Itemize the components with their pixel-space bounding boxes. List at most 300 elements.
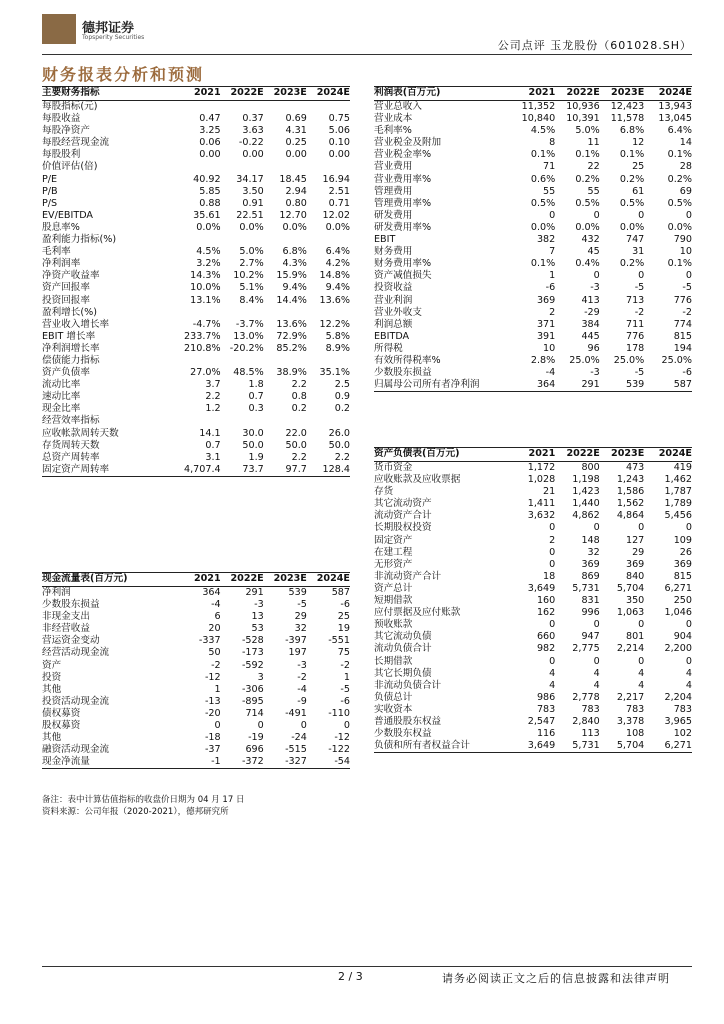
cell-value	[159, 355, 221, 367]
table-row	[42, 379, 350, 391]
table-row	[374, 379, 692, 392]
cell-value: 4	[549, 667, 556, 679]
table-row	[42, 355, 350, 367]
cell-value: 0.0%	[530, 221, 556, 233]
cell-value: 1,046	[664, 607, 692, 619]
cell-value: 947	[581, 631, 600, 643]
cell-value: 0	[549, 522, 556, 534]
cell-value: 432	[581, 234, 600, 246]
cell-value: 22	[587, 161, 600, 173]
cell-value: 1,586	[616, 486, 645, 498]
year-header: 2021	[508, 448, 556, 462]
cell-value: -3.7%	[235, 318, 264, 330]
row-label: EBITDA	[374, 330, 410, 342]
table-row	[374, 295, 692, 307]
row-label: EV/EBITDA	[42, 209, 93, 221]
cell-value: -592	[241, 659, 264, 671]
cell-value: -327	[264, 756, 307, 769]
cell-value: 194	[673, 342, 692, 354]
cell-value: -895	[241, 695, 264, 707]
cell-value: 0.06	[199, 137, 221, 149]
cell-value	[221, 101, 264, 114]
cell-value: 3,378	[616, 715, 645, 727]
cell-value: 0	[549, 619, 556, 631]
main-financial-indicators-table	[42, 86, 350, 477]
cell-value: 13,943	[658, 101, 692, 112]
cell-value: -29	[584, 306, 600, 318]
year-header: 2023E	[264, 87, 307, 101]
cell-value	[159, 161, 221, 173]
cell-value: 0.0%	[667, 221, 692, 233]
table-row	[374, 125, 692, 137]
cell-value: 0.2%	[667, 173, 692, 185]
cell-value: 0	[638, 655, 645, 667]
row-label: 其他	[42, 683, 62, 695]
row-label: 流动比率	[42, 379, 81, 391]
row-label: 应收账款及应收票据	[374, 474, 461, 486]
cell-value: 0	[549, 209, 556, 221]
cell-value: 0	[638, 522, 645, 534]
cell-value: 32	[294, 623, 307, 635]
cell-value	[159, 234, 221, 246]
cell-value: 747	[625, 234, 645, 246]
table-row	[42, 623, 350, 635]
cell-value: 0	[343, 720, 350, 732]
cell-value: 0	[300, 720, 307, 732]
cell-value: 2,547	[527, 715, 556, 727]
row-label: 存货	[374, 486, 394, 498]
table-row	[374, 595, 692, 607]
table-row	[42, 684, 350, 696]
row-label: 其他	[42, 732, 62, 744]
table-row	[374, 728, 692, 740]
cell-value: 0	[214, 720, 221, 732]
cell-value: 31	[632, 246, 645, 258]
cell-value: 0	[593, 619, 600, 631]
table-title: 资产负债表(百万元)	[374, 448, 508, 462]
cell-value: 4	[685, 679, 692, 691]
table-row	[374, 510, 692, 522]
cell-value: 0	[638, 270, 645, 282]
table-row	[42, 440, 350, 452]
cell-value: 776	[625, 330, 645, 342]
cell-value: 1	[214, 683, 221, 695]
cell-value: 0.00	[199, 149, 221, 161]
cell-value: 14.3%	[190, 270, 221, 282]
table-row	[374, 355, 692, 367]
row-label: 资产总计	[374, 582, 413, 594]
cell-value: 5,731	[555, 740, 600, 753]
row-label: 所得税	[374, 342, 403, 354]
cell-value: 5.0%	[575, 125, 600, 137]
cell-value: 14.4%	[276, 294, 307, 306]
brand-name-cn: 德邦证券	[82, 21, 135, 36]
cell-value: -4	[297, 683, 307, 695]
cell-value: 45	[587, 246, 600, 258]
row-label: 投资回报率	[42, 294, 90, 306]
cell-value: -20	[204, 707, 221, 719]
cell-value: 4	[638, 667, 645, 679]
row-label: 营业税金率%	[374, 149, 432, 161]
cell-value: 2.2	[291, 379, 307, 391]
cell-value: 2.2	[205, 391, 221, 403]
cell-value: 160	[536, 595, 556, 607]
cell-value: 0	[638, 209, 645, 221]
cell-value: 2,778	[572, 691, 600, 703]
table-row	[374, 571, 692, 583]
row-label: 经营活动现金流	[42, 647, 110, 659]
row-label: 偿债能力指标	[42, 354, 100, 366]
cell-value: -5	[634, 367, 645, 379]
cell-value: 0.7	[205, 439, 221, 451]
row-label: 总资产周转率	[42, 451, 100, 463]
row-label: 营业利润	[374, 294, 413, 306]
row-label: 每股净资产	[42, 125, 90, 137]
cell-value: 815	[673, 570, 692, 582]
cell-value: 71	[543, 161, 556, 173]
income-statement-table	[374, 86, 692, 392]
row-label: 资产负债率	[42, 367, 90, 379]
cell-value: 2.8%	[530, 354, 556, 366]
cell-value: 0.88	[199, 197, 221, 209]
cell-value: 127	[625, 534, 645, 546]
cell-value: 6.8%	[282, 246, 307, 258]
row-label: 营业费用率%	[374, 173, 432, 185]
row-label: 投资收益	[374, 282, 413, 294]
cell-value: -2	[634, 306, 645, 318]
cell-value: 10	[543, 342, 556, 354]
cell-value: 11,352	[521, 101, 556, 112]
cell-value: 18.45	[279, 173, 307, 185]
header-row	[374, 87, 692, 101]
table-row	[42, 391, 350, 403]
cell-value: 0.8	[291, 391, 307, 403]
row-label: 毛利率	[42, 246, 71, 258]
cell-value: 783	[625, 703, 645, 715]
cell-value: 3,632	[527, 510, 556, 522]
cell-value: 2,200	[664, 643, 692, 655]
cell-value: 1,028	[527, 474, 556, 486]
cell-value: 9.4%	[282, 282, 307, 294]
cell-value: 0.2%	[619, 258, 645, 270]
cell-value: 25	[632, 161, 645, 173]
row-label: 流动资产合计	[374, 510, 432, 522]
cell-value: -4	[211, 599, 221, 611]
cell-value: 783	[581, 703, 600, 715]
cell-value	[307, 355, 350, 367]
cell-value: -3	[590, 282, 600, 294]
cell-value: 0.2	[334, 403, 350, 415]
row-label: 非现金支出	[42, 611, 90, 623]
cell-value: 445	[581, 330, 600, 342]
table-row	[42, 149, 350, 161]
cell-value: -9	[297, 695, 307, 707]
cell-value: -5	[634, 282, 645, 294]
report-header-info: 公司点评 玉龙股份（601028.SH）	[497, 39, 692, 52]
cell-value: 113	[581, 728, 600, 740]
cell-value: 0.0%	[619, 221, 645, 233]
cell-value: 10,936	[566, 101, 600, 112]
cell-value: 1,789	[664, 498, 692, 510]
cell-value: 25.0%	[661, 354, 692, 366]
cell-value: 18	[543, 570, 556, 582]
row-label: 财务费用	[374, 246, 413, 258]
table-row	[42, 113, 350, 125]
cell-value: 714	[245, 707, 264, 719]
row-label: P/S	[42, 197, 58, 209]
table-row	[42, 198, 350, 210]
cell-value: 13.1%	[190, 294, 221, 306]
cell-value: 97.7	[264, 464, 307, 477]
row-label: 货币资金	[374, 462, 413, 473]
cell-value: 4.2%	[325, 258, 350, 270]
row-label: 净利润率	[42, 258, 81, 270]
cell-value: 815	[673, 330, 692, 342]
table-row	[42, 174, 350, 186]
cell-value: 774	[673, 318, 692, 330]
table-row	[42, 647, 350, 659]
table-row	[374, 234, 692, 246]
cell-value: 2,214	[616, 643, 645, 655]
row-label: 非经营收益	[42, 623, 90, 635]
cell-value: 3,649	[508, 740, 556, 753]
cell-value: 4.31	[285, 125, 307, 137]
cell-value: 11	[587, 137, 600, 149]
cell-value: 73.7	[221, 464, 264, 477]
row-label: P/B	[42, 185, 58, 197]
row-label: 归属母公司所有者净利润	[374, 379, 508, 392]
cell-value: 0.69	[285, 113, 307, 125]
row-label: 其它长期负债	[374, 667, 432, 679]
cell-value: 72.9%	[276, 330, 307, 342]
row-label: 盈利能力指标(%)	[42, 234, 117, 246]
table-row	[42, 258, 350, 270]
cell-value: -12	[204, 671, 221, 683]
row-label: 净利润	[42, 587, 71, 598]
row-label: 资产回报率	[42, 282, 90, 294]
cell-value: 0.1%	[530, 149, 556, 161]
cell-value: 3.50	[242, 185, 264, 197]
cell-value: 783	[673, 703, 692, 715]
cell-value: 1,411	[527, 498, 556, 510]
table-row	[42, 367, 350, 379]
cell-value: 20	[208, 623, 221, 635]
year-header: 2024E	[644, 87, 692, 101]
cell-value: 0.1%	[530, 258, 556, 270]
cell-value: 0.1%	[667, 258, 692, 270]
table-row	[42, 331, 350, 343]
table-row	[374, 498, 692, 510]
cell-value: 2	[549, 306, 556, 318]
cell-value: 0.5%	[530, 197, 556, 209]
page-number: 2 / 3	[338, 970, 363, 983]
cell-value	[307, 101, 350, 114]
cell-value: 364	[202, 587, 221, 598]
row-label: 非流动负债合计	[374, 679, 442, 691]
table-row	[42, 708, 350, 720]
year-header: 2024E	[644, 448, 692, 462]
row-label: 负债和所有者权益合计	[374, 740, 508, 753]
table-row	[42, 246, 350, 258]
cell-value: 38.9%	[276, 367, 307, 379]
table-row	[374, 522, 692, 534]
cell-value: -515	[285, 744, 307, 756]
row-label: 应收帐款周转天数	[42, 427, 119, 439]
cell-value: 8	[549, 137, 556, 149]
cell-value: 162	[536, 607, 556, 619]
cell-value: -5	[340, 683, 350, 695]
table-row	[42, 222, 350, 234]
cell-value: 0.5%	[667, 197, 692, 209]
cell-value	[159, 415, 221, 427]
table-row	[42, 125, 350, 137]
cell-value: 2.94	[285, 185, 307, 197]
row-label: 长期股权投资	[374, 522, 432, 534]
cell-value: 102	[673, 728, 692, 740]
cell-value: 587	[644, 379, 692, 392]
cell-value: 48.5%	[233, 367, 264, 379]
table-row	[374, 319, 692, 331]
cell-value: 9.4%	[325, 282, 350, 294]
cell-value: 148	[581, 534, 600, 546]
table-row	[374, 270, 692, 282]
row-label: 利润总额	[374, 318, 413, 330]
cell-value: -5	[297, 599, 307, 611]
table-row	[374, 668, 692, 680]
cell-value: 5,704	[616, 582, 645, 594]
cell-value: 369	[625, 558, 645, 570]
row-label: 现金净流量	[42, 756, 159, 769]
cell-value: 0.25	[285, 137, 307, 149]
table-row	[42, 210, 350, 222]
cell-value: 16.94	[322, 173, 350, 185]
year-header: 2024E	[307, 87, 350, 101]
cell-value	[307, 234, 350, 246]
cell-value: 61	[632, 185, 645, 197]
table-title: 利润表(百万元)	[374, 87, 508, 101]
cell-value: 831	[581, 595, 600, 607]
table-row	[374, 186, 692, 198]
cell-value: -4	[545, 367, 556, 379]
row-label: 预收账款	[374, 619, 413, 631]
cell-value: 371	[536, 318, 556, 330]
cell-value: 34.17	[236, 173, 264, 185]
cell-value: 0	[549, 558, 556, 570]
cell-value: -3	[590, 367, 600, 379]
table-row	[374, 607, 692, 619]
row-label: 少数股东权益	[374, 728, 432, 740]
cell-value	[221, 234, 264, 246]
cell-value: -6	[340, 695, 350, 707]
row-label: 资产	[42, 659, 62, 671]
cell-value: 0.9	[334, 391, 350, 403]
year-header: 2023E	[600, 87, 645, 101]
note-text: 备注：表中计算估值指标的收盘价日期为 04 月 17 日	[42, 795, 245, 805]
table-row	[42, 137, 350, 149]
table-row	[374, 307, 692, 319]
cell-value: 783	[536, 703, 556, 715]
cell-value: 53	[251, 623, 264, 635]
cell-value: 4	[593, 667, 600, 679]
cell-value: 12.2%	[319, 318, 350, 330]
cell-value: 10	[679, 246, 692, 258]
cell-value: 233.7%	[184, 330, 221, 342]
footer-divider	[42, 966, 692, 967]
cell-value: 2,217	[616, 691, 645, 703]
cell-value: 982	[536, 643, 556, 655]
cell-value: 55	[587, 185, 600, 197]
cell-value: 776	[673, 294, 692, 306]
cell-value: 4	[549, 679, 556, 691]
row-label: 每股收益	[42, 113, 81, 125]
cell-value: -5	[682, 282, 692, 294]
cell-value: 0.1%	[575, 149, 600, 161]
cell-value: 13,045	[658, 113, 692, 125]
row-label: 固定资产周转率	[42, 464, 159, 477]
cell-value: 3,649	[527, 582, 556, 594]
cell-value: 4	[638, 679, 645, 691]
cell-value: 0.1%	[619, 149, 645, 161]
table-row	[42, 696, 350, 708]
cell-value: 3.25	[199, 125, 221, 137]
cell-value	[264, 101, 307, 114]
cell-value: 0.91	[242, 197, 264, 209]
cell-value: -2	[682, 306, 692, 318]
cell-value: 1.9	[248, 451, 264, 463]
cell-value: -337	[198, 635, 221, 647]
cell-value: 369	[673, 558, 692, 570]
cell-value: 382	[536, 234, 556, 246]
table-row	[374, 210, 692, 222]
cell-value: 250	[673, 595, 692, 607]
cell-value: -2	[211, 659, 221, 671]
cell-value: 69	[679, 185, 692, 197]
cell-value: 0	[685, 209, 692, 221]
cell-value: 116	[536, 728, 556, 740]
cell-value: 50.0	[328, 439, 350, 451]
cell-value: 1	[343, 671, 350, 683]
cell-value: 369	[536, 294, 556, 306]
cell-value: 4.3%	[282, 258, 307, 270]
table-row	[42, 319, 350, 331]
row-label: EBIT	[374, 234, 396, 246]
cell-value	[264, 307, 307, 319]
cell-value: -19	[248, 732, 264, 744]
cell-value: 15.9%	[276, 270, 307, 282]
table-row	[374, 547, 692, 559]
table-row	[374, 343, 692, 355]
cell-value: 0.0%	[282, 221, 307, 233]
cell-value: 5.1%	[239, 282, 264, 294]
cell-value: 291	[555, 379, 600, 392]
row-label: 实收资本	[374, 703, 413, 715]
row-label: 财务费用率%	[374, 258, 432, 270]
cell-value: 419	[673, 462, 692, 473]
table-row	[374, 716, 692, 728]
table-row	[374, 583, 692, 595]
cell-value: 29	[294, 611, 307, 623]
row-label: 经营效率指标	[42, 415, 100, 427]
cell-value: 0.00	[242, 149, 264, 161]
cell-value: 28	[679, 161, 692, 173]
cell-value: 0.47	[199, 113, 221, 125]
cell-value: 8.9%	[325, 342, 350, 354]
cell-value: 391	[536, 330, 556, 342]
row-label: 债权募资	[42, 707, 81, 719]
cell-value: 5.0%	[239, 246, 264, 258]
cell-value: 350	[625, 595, 645, 607]
cell-value: 4.5%	[196, 246, 221, 258]
